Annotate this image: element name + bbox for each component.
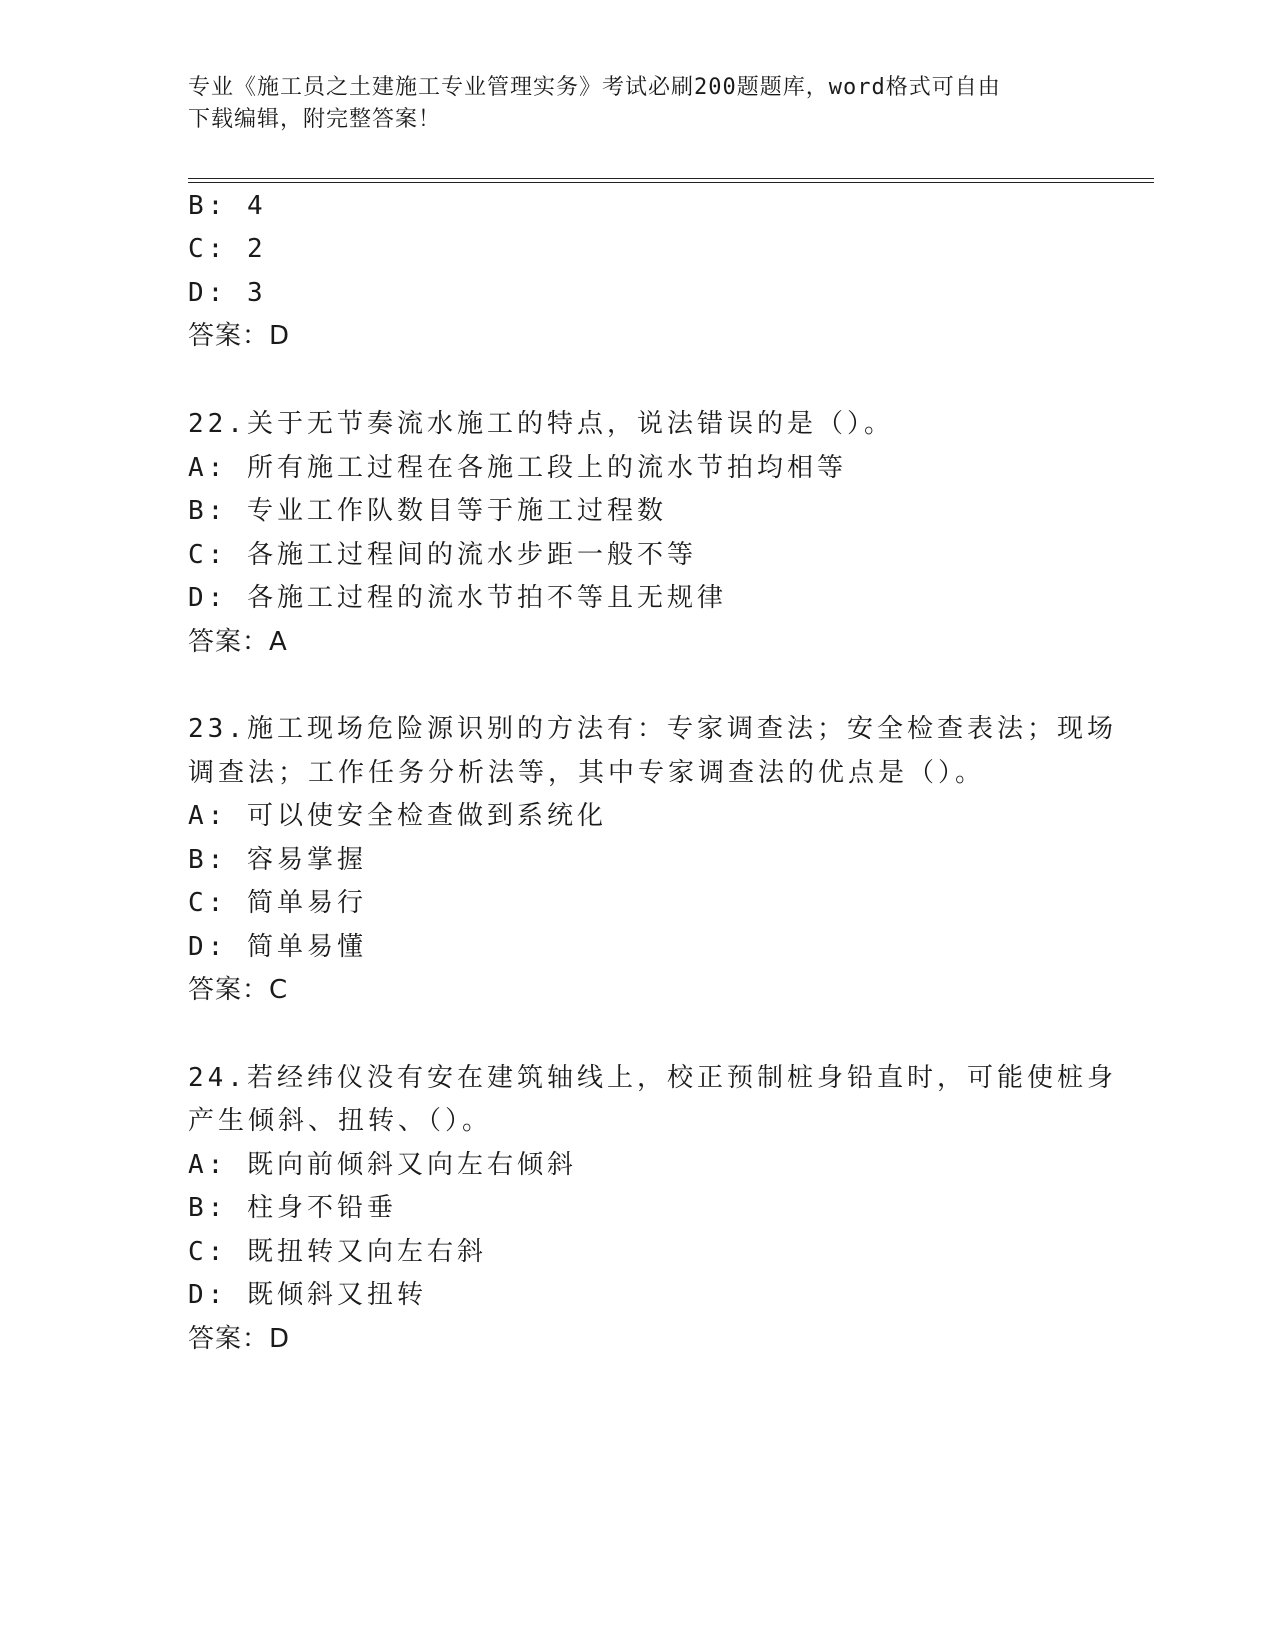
header-line-2: 下载编辑，附完整答案！: [188, 107, 442, 132]
page-header: [188, 72, 1068, 136]
header-line-1: 专业《施工员之土建施工专业管理实务》考试必刷200题题库，word格式可自由: [188, 75, 1001, 100]
question-stem: 22.关于无节奏流水施工的特点，说法错误的是（）。: [188, 409, 894, 439]
option-b: B: 柱身不铅垂: [188, 1193, 397, 1223]
question-stem-line-2: 调查法；工作任务分析法等，其中专家调查法的优点是（）。: [188, 758, 986, 788]
option-b: B: 容易掌握: [188, 845, 367, 875]
option-d: D: 既倾斜又扭转: [188, 1280, 427, 1310]
answer-line: 答案：D: [188, 321, 291, 351]
answer-line: 答案：C: [188, 975, 289, 1005]
option-c: C: 各施工过程间的流水步距一般不等: [188, 540, 697, 570]
question-stem-line-1: 24.若经纬仪没有安在建筑轴线上，校正预制桩身铅直时，可能使桩身: [188, 1063, 1117, 1093]
option-b: B: 专业工作队数目等于施工过程数: [188, 496, 667, 526]
option-d: D: 各施工过程的流水节拍不等且无规律: [188, 583, 727, 613]
option-c: C: 2: [188, 234, 267, 264]
option-d: D: 3: [188, 278, 267, 308]
question-stem-line-2: 产生倾斜、扭转、（）。: [188, 1106, 493, 1136]
header-divider-bottom: [188, 182, 1154, 183]
option-a: A: 既向前倾斜又向左右倾斜: [188, 1150, 577, 1180]
answer-line: 答案：D: [188, 1324, 291, 1354]
option-a: A: 可以使安全检查做到系统化: [188, 801, 607, 831]
option-c: C: 既扭转又向左右斜: [188, 1237, 487, 1267]
option-b: B: 4: [188, 191, 267, 221]
option-c: C: 简单易行: [188, 888, 367, 918]
header-divider-top: [188, 178, 1154, 179]
option-a: A: 所有施工过程在各施工段上的流水节拍均相等: [188, 453, 847, 483]
answer-line: 答案：A: [188, 627, 288, 657]
question-stem-line-1: 23.施工现场危险源识别的方法有：专家调查法；安全检查表法；现场: [188, 714, 1117, 744]
option-d: D: 简单易懂: [188, 932, 367, 962]
